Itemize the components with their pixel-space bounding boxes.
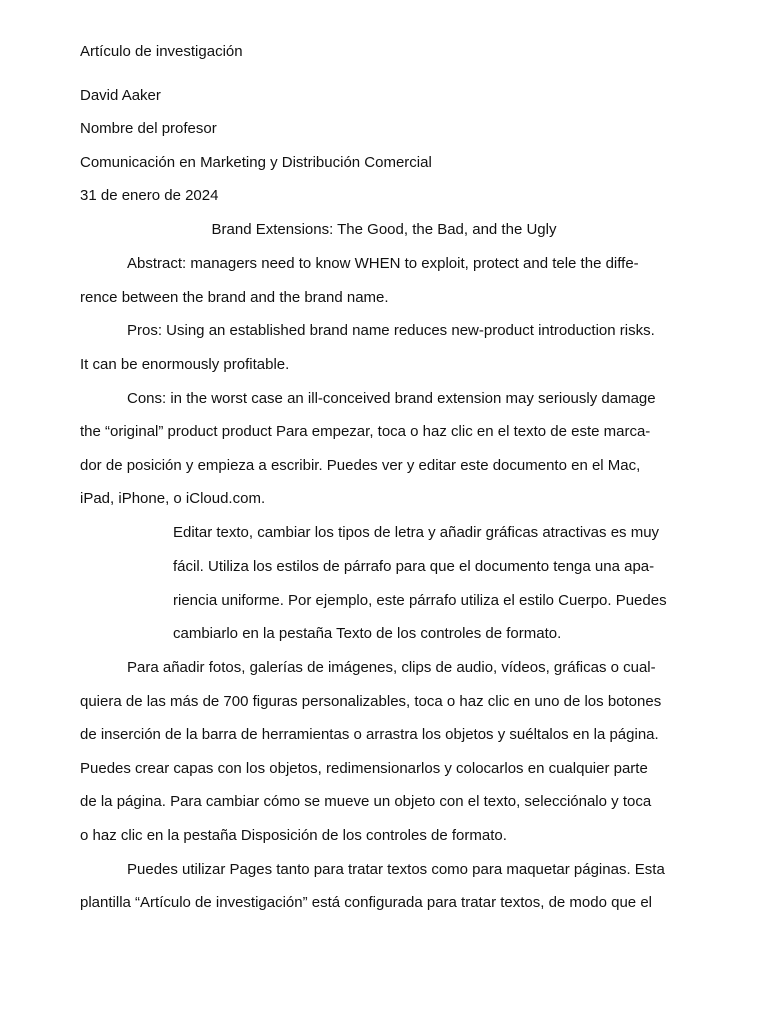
block-quote-line-3: riencia uniforme. Por ejemplo, este párrafo utiliza el estilo Cuerpo. Puedes — [173, 592, 667, 609]
photos-line-2: quiera de las más de 700 figuras personalizables, toca o haz clic en uno de los botones — [80, 693, 662, 710]
photos-line-5: de la página. Para cambiar cómo se mueve un objeto con el texto, selecciónalo y toca — [80, 793, 652, 810]
block-quote-line-2: fácil. Utiliza los estilos de párrafo para que el documento tenga una apa- — [173, 558, 655, 575]
block-quote-line-4: cambiarlo en la pestaña Texto de los controles de formato. — [173, 625, 562, 642]
cons-line-1: Cons: in the worst case an ill-conceived brand extension may seriously damage — [127, 390, 656, 407]
abstract-line-1: Abstract: managers need to know WHEN to exploit, protect and tele the diffe- — [127, 255, 639, 272]
photos-line-6: o haz clic en la pestaña Disposición de los controles de formato. — [80, 827, 507, 844]
pages-line-1: Puedes utilizar Pages tanto para tratar textos como para maquetar páginas. Esta — [127, 861, 665, 878]
photos-line-3: de inserción de la barra de herramientas o arrastra los objetos y suéltalos en la página. — [80, 726, 659, 743]
author-name: David Aaker — [80, 87, 161, 104]
course-name: Comunicación en Marketing y Distribución Comercial — [80, 154, 432, 171]
pages-line-2: plantilla “Artículo de investigación” está configurada para tratar textos, de modo que el — [80, 894, 652, 911]
pros-line-2: It can be enormously profitable. — [80, 356, 290, 373]
photos-line-1: Para añadir fotos, galerías de imágenes, clips de audio, vídeos, gráficas o cual- — [127, 659, 656, 676]
cons-line-2: the “original” product product Para empezar, toca o haz clic en el texto de este marca- — [80, 423, 651, 440]
pros-line-1: Pros: Using an established brand name reduces new-product introduction risks. — [127, 322, 655, 339]
abstract-line-2: rence between the brand and the brand name. — [80, 289, 389, 306]
document-date: 31 de enero de 2024 — [80, 187, 219, 204]
photos-line-4: Puedes crear capas con los objetos, redimensionarlos y colocarlos en cualquier parte — [80, 760, 648, 777]
cons-line-4: iPad, iPhone, o iCloud.com. — [80, 490, 266, 507]
document-title: Brand Extensions: The Good, the Bad, and the Ugly — [211, 221, 557, 238]
doc-label: Artículo de investigación — [80, 43, 243, 60]
cons-line-3: dor de posición y empieza a escribir. Puedes ver y editar este documento en el Mac, — [80, 457, 641, 474]
professor-name: Nombre del profesor — [80, 120, 217, 137]
block-quote-line-1: Editar texto, cambiar los tipos de letra y añadir gráficas atractivas es muy — [173, 524, 660, 541]
